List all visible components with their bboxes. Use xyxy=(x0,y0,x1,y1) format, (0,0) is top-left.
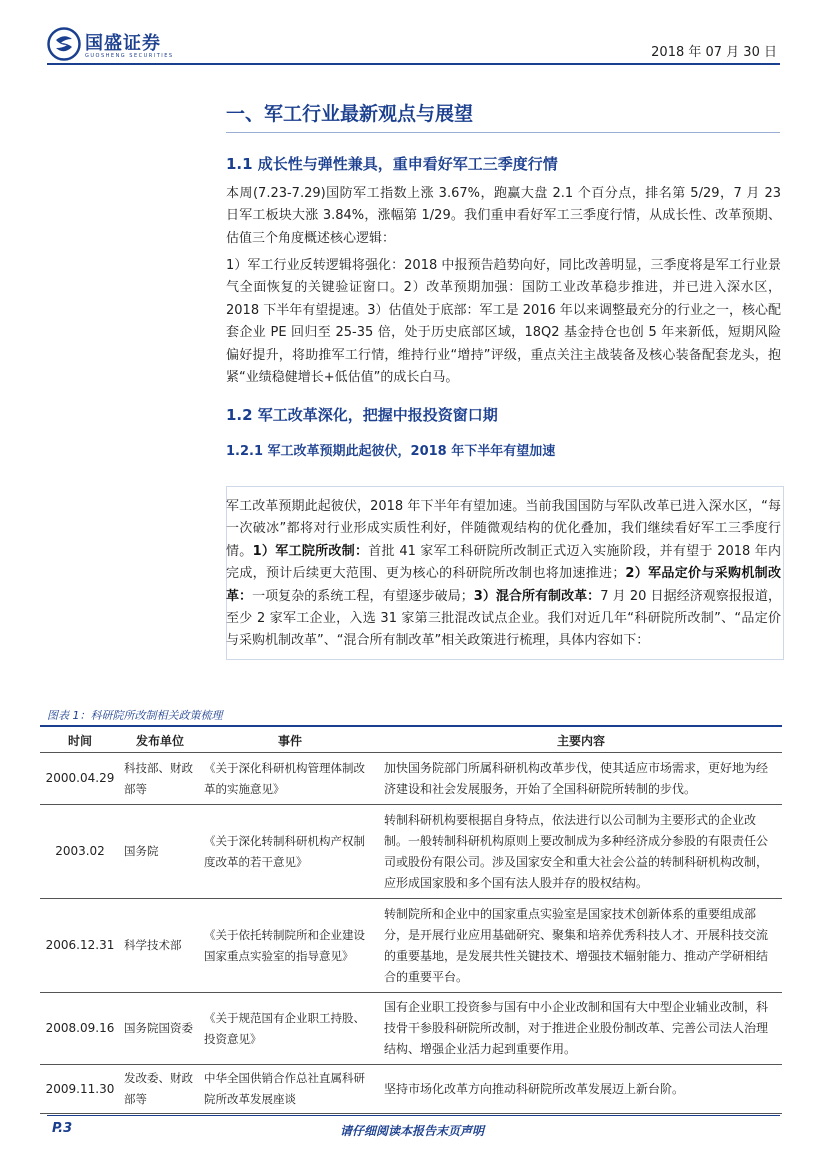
col-header-content: 主要内容 xyxy=(380,728,782,753)
cell-unit: 国务院 xyxy=(120,805,200,899)
section-title: 一、军工行业最新观点与展望 xyxy=(226,103,474,125)
footer-divider xyxy=(47,1115,780,1116)
cell-unit: 发改委、财政部等 xyxy=(120,1065,200,1114)
cell-event: 《关于深化科研机构管理体制改革的实施意见》 xyxy=(200,753,380,805)
cell-content: 国有企业职工投资参与国有中小企业改制和国有大中型企业辅业改制，科技骨干参股科研院所改制，对于推进企业股份制改革、完善公司法人治理结构、增强企业活力起到重要作用。 xyxy=(380,993,782,1065)
page-number: P.3 xyxy=(52,1121,73,1136)
cell-content: 转制院所和企业中的国家重点实验室是国家技术创新体系的重要组成部分，是开展行业应用基础研究、聚集和培养优秀科技人才、开展科技交流的重要基地，是发展共性关键技术、增强技术辐射能力、推动产学研相结合的重要平台。 xyxy=(380,899,782,993)
cell-unit: 科学技术部 xyxy=(120,899,200,993)
paragraph-weekly-summary: 本周(7.23-7.29)国防军工指数上涨 3.67%，跑赢大盘 2.1 个百分点，排名第 5/29，7 月 23 日军工板块大涨 3.84%，涨幅第 1/29。我们重申看好军工三季度行情，从成长性、改革预期、估值三个角度概述核心逻辑： xyxy=(226,186,781,246)
cell-event: 《关于依托转制院所和企业建设国家重点实验室的指导意见》 xyxy=(200,899,380,993)
subsection-1-2-1-title: 1.2.1 军工改革预期此起彼伏，2018 年下半年有望加速 xyxy=(226,444,556,459)
cell-event: 《关于规范国有企业职工持股、投资意见》 xyxy=(200,993,380,1065)
subsection-1-1-title: 1.1 成长性与弹性兼具，重申看好军工三季度行情 xyxy=(226,155,558,173)
cell-unit: 科技部、财政部等 xyxy=(120,753,200,805)
paragraph-core-logic: 1）军工行业反转逻辑将强化：2018 中报预告趋势向好，同比改善明显，三季度将是军工行业景气全面恢复的关键验证窗口。2）改革预期加强：国防工业改革稳步推进，并已进入深水区，2018 下半年有望提速。3）估值处于底部：军工是 2016 年以来调整最充分的行业之一，核心配套企业 PE 回归至 25-35 倍，处于历史底部区域，18Q2 基金持仓也创 5 年来新低，短期风险偏好提升，将助推军工行情，维持行业“增持”评级，重点关注主战装备及核心装备配套龙头，抱紧“业绩稳健增长+低估值”的成长白马。 xyxy=(226,258,781,386)
report-date: 2018 年 07 月 30 日 xyxy=(651,45,777,60)
cell-date: 2006.12.31 xyxy=(40,899,120,993)
cell-event: 中华全国供销合作总社直属科研院所改革发展座谈 xyxy=(200,1065,380,1114)
cell-content: 转制科研机构要根据自身特点，依法进行以公司制为主要形式的企业改制。一般转制科研机构原则上要改制成为多种经济成分参股的有限责任公司或股份有限公司。涉及国家安全和重大社会公益的转制科研机构改制，应形成国家股和多个国有法人股并存的股权结构。 xyxy=(380,805,782,899)
subsection-1-2-title: 1.2 军工改革深化，把握中报投资窗口期 xyxy=(226,406,498,424)
cell-content: 坚持市场化改革方向推动科研院所改革发展迈上新台阶。 xyxy=(380,1065,782,1114)
cell-event: 《关于深化转制科研机构产权制度改革的若干意见》 xyxy=(200,805,380,899)
cell-unit: 国务院国资委 xyxy=(120,993,200,1065)
footer-disclaimer: 请仔细阅读本报告末页声明 xyxy=(340,1124,485,1138)
cell-content: 加快国务院部门所属科研机构改革步伐，使其适应市场需求，更好地为经济建设和社会发展服务，开始了全国科研院所转制的步伐。 xyxy=(380,753,782,805)
cell-date: 2003.02 xyxy=(40,805,120,899)
cell-date: 2000.04.29 xyxy=(40,753,120,805)
table-header-row xyxy=(40,728,782,753)
cell-date: 2008.09.16 xyxy=(40,993,120,1065)
col-header-unit: 发布单位 xyxy=(120,728,200,753)
table-row xyxy=(40,1065,782,1114)
paragraph-reform-outlook: 军工改革预期此起彼伏，2018 年下半年有望加速。当前我国国防与军队改革已进入深水区，“每一次破冰”都将对行业形成实质性利好，伴随微观结构的优化叠加，我们继续看好军工三季度行情。1）军工院所改制：首批 41 家军工科研院所改制正式迈入实施阶段，并有望于 2018 年内完成，预计后续更大范围、更为核心的科研院所改制也将加速推进；2）军品定价与采购机制改革：一项复杂的系统工程，有望逐步破局；3）混合所有制改革：7 月 20 日据经济观察报报道，至少 2 家军工企业，入选 31 家第三批混改试点企业。我们对近几年“科研院所改制”、“品定价与采购机制改革”、“混合所有制改革”相关政策进行梳理，具体内容如下： xyxy=(226,499,781,649)
col-header-event: 事件 xyxy=(200,728,380,753)
company-logo xyxy=(47,27,177,67)
table-row xyxy=(40,899,782,993)
section-title-divider xyxy=(226,132,780,133)
figure-divider xyxy=(40,725,782,727)
company-name-en: GUOSHENG SECURITIES xyxy=(85,53,174,59)
table-row xyxy=(40,753,782,805)
table-row xyxy=(40,805,782,899)
table-row xyxy=(40,993,782,1065)
header-divider xyxy=(47,63,780,65)
policy-table xyxy=(40,728,782,1114)
company-name: 国盛证券 xyxy=(85,33,161,54)
figure-title: 图表 1：科研院所改制相关政策梳理 xyxy=(47,709,223,722)
logo-mark-icon xyxy=(47,27,81,61)
col-header-date: 时间 xyxy=(40,728,120,753)
cell-date: 2009.11.30 xyxy=(40,1065,120,1114)
